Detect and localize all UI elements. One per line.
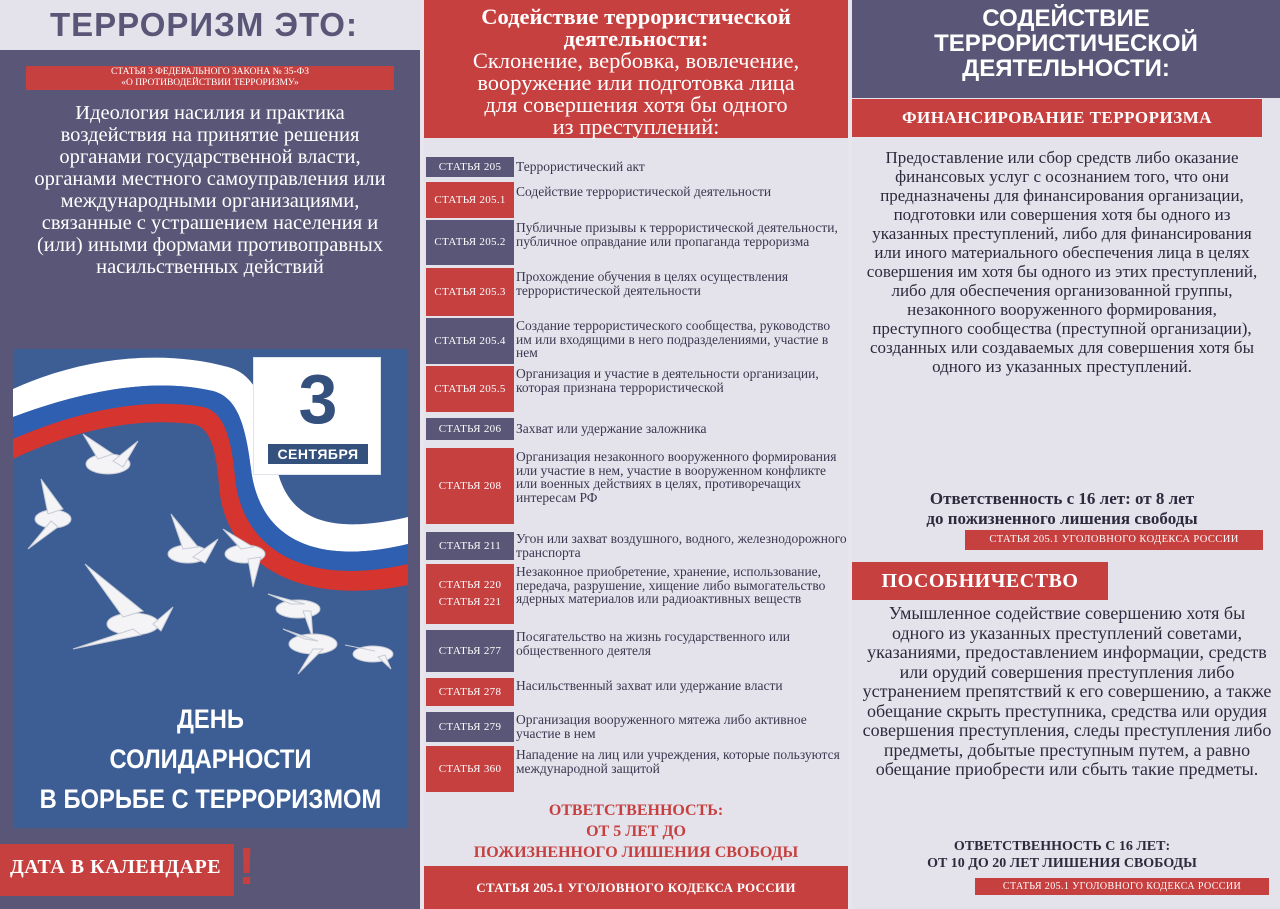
article-label — [426, 564, 514, 624]
poster-caption-line-1: ДЕНЬ — [176, 704, 245, 734]
right-header-line-3: ДЕЯТЕЛЬНОСТИ: — [962, 55, 1170, 82]
article-row — [426, 746, 846, 792]
financing-text: Предоставление или сбор средств либо оказание финансовых услуг с осознанием того, что они предназначены для финансирования организации, подготовки или совершения хотя бы одного из указанных преступлений, либо для финансирования или иного материального обеспечения лица в целях совершения им хотя бы одного из этих преступлений, либо для обеспечения организованной группы, незаконного вооруженного формирования, преступного сообщества (преступной организации), созданных или создаваемых для совершения хотя бы одного из указанных преступлений. — [866, 148, 1258, 376]
article-row — [426, 318, 846, 364]
middle-responsibility-line-2: ОТ 5 ЛЕТ ДО — [586, 823, 686, 840]
article-label: СТАТЬЯ 205.4 — [426, 318, 514, 364]
calendar-label: ДАТА В КАЛЕНДАРЕ — [10, 856, 222, 878]
article-row — [426, 564, 846, 624]
article-text: Незаконное приобретение, хранение, использование, передача, разрушение, хищение либо вымогательство ядерных материалов или радиоактивных веществ — [516, 564, 826, 606]
dove-icon — [73, 564, 173, 649]
middle-header-lead-line-1: Склонение, вербовка, вовлечение, — [472, 48, 800, 73]
financing-source: СТАТЬЯ 205.1 УГОЛОВНОГО КОДЕКСА РОССИИ — [965, 530, 1263, 550]
right-header-line-2: ТЕРРОРИСТИЧЕСКОЙ — [934, 30, 1198, 57]
solidarity-day-poster — [13, 349, 408, 828]
article-label: СТАТЬЯ 360 — [426, 746, 514, 792]
article-label-line: СТАТЬЯ 221 — [438, 596, 502, 608]
article-label: СТАТЬЯ 211 — [426, 532, 514, 560]
middle-header-title-line-1: Содействие террористической — [481, 4, 791, 29]
article-label: СТАТЬЯ 205.2 — [426, 220, 514, 265]
dove-icon — [28, 479, 71, 549]
complicity-responsibility-line-2: ОТ 10 ДО 20 ЛЕТ ЛИШЕНИЯ СВОБОДЫ — [927, 856, 1197, 871]
article-row — [426, 220, 846, 265]
article-text: Нападение на лиц или учреждения, которые пользуются международной защитой — [516, 747, 840, 776]
article-row — [426, 678, 846, 706]
article-text: Прохождение обучения в целях осуществления террористической деятельности — [516, 269, 789, 298]
article-text: Террористический акт — [516, 159, 645, 174]
complicity-source: СТАТЬЯ 205.1 УГОЛОВНОГО КОДЕКСА РОССИИ — [975, 878, 1269, 895]
article-row — [426, 268, 846, 316]
middle-responsibility-line-3: ПОЖИЗНЕННОГО ЛИШЕНИЯ СВОБОДЫ — [473, 844, 799, 861]
middle-header-lead-line-4: из преступлений: — [552, 114, 720, 139]
middle-responsibility-line-1: ОТВЕТСТВЕННОСТЬ: — [548, 802, 724, 819]
article-text: Посягательство на жизнь государственного или общественного деятеля — [516, 629, 791, 658]
financing-responsibility-line-1: Ответственность с 16 лет: от 8 лет — [929, 489, 1195, 508]
date-number: 3 — [298, 360, 338, 438]
date-month: СЕНТЯБРЯ — [268, 444, 368, 464]
article-label: СТАТЬЯ 277 — [426, 630, 514, 672]
dove-icon — [345, 645, 393, 669]
date-card — [253, 357, 381, 475]
poster-caption — [37, 699, 385, 819]
terrorism-definition: Идеология насилия и практика воздействия на принятие решения органами государственной власти, органами местного самоуправления или международными организациями, связанные с устрашением населения и (или) иными формами противоправных насильственных действий — [34, 102, 386, 278]
article-text: Организация вооруженного мятежа либо активное участие в нем — [516, 712, 807, 741]
complicity-responsibility — [862, 838, 1262, 872]
article-row — [426, 418, 846, 440]
article-row — [426, 448, 846, 524]
dove-icon — [83, 434, 138, 474]
article-text: Создание террористического сообщества, руководство им или входящими в него подразделениями, участие в нем — [516, 318, 831, 360]
article-label: СТАТЬЯ 279 — [426, 712, 514, 742]
article-text: Организация незаконного вооруженного формирования или участие в нем, участие в вооруженном конфликте или военных действиях в целях, противоречащих интересам РФ — [516, 449, 837, 505]
poster-caption-line-3: В БОРЬБЕ С ТЕРРОРИЗМОМ — [39, 784, 382, 814]
article-label: СТАТЬЯ 208 — [426, 448, 514, 524]
article-row — [426, 532, 846, 560]
article-label: СТАТЬЯ 205 — [426, 157, 514, 177]
article-text: Захват или удержание заложника — [516, 421, 707, 436]
financing-responsibility-line-2: до пожизненного лишения свободы — [926, 509, 1198, 528]
article-row — [426, 630, 846, 672]
middle-footer: СТАТЬЯ 205.1 УГОЛОВНОГО КОДЕКСА РОССИИ — [424, 866, 848, 909]
dove-icon — [283, 629, 337, 674]
right-header-line-1: СОДЕЙСТВИЕ — [982, 5, 1150, 32]
article-label: СТАТЬЯ 206 — [426, 418, 514, 440]
middle-header — [424, 0, 848, 138]
article-row — [426, 157, 846, 177]
article-text: Содействие террористической деятельности — [516, 184, 772, 199]
middle-header-lead-line-3: для совершения хотя бы одного — [484, 92, 788, 117]
middle-header-lead-line-2: вооружение или подготовка лица — [477, 70, 795, 95]
law-reference-line-1: СТАТЬЯ 3 ФЕДЕРАЛЬНОГО ЗАКОНА № 35-ФЗ — [111, 67, 309, 77]
dove-icon — [168, 514, 218, 563]
complicity-text: Умышленное содействие совершению хотя бы одного из указанных преступлений советами, указаниями, предоставлением информации, средств или орудий совершения преступления либо устранением препятствий к его совершению, а также обещание скрыть преступника, средства или орудия совершения преступления, следы преступления либо предметы, добытые преступным путем, а равно обещание приобрести или сбыть такие предметы. — [862, 603, 1272, 779]
financing-label: ФИНАНСИРОВАНИЕ ТЕРРОРИЗМА — [852, 99, 1262, 137]
article-label: СТАТЬЯ 205.1 — [426, 182, 514, 218]
article-text: Организация и участие в деятельности организации, которая признана террористической — [516, 366, 819, 395]
article-text: Насильственный захват или удержание власти — [516, 678, 783, 693]
article-text: Угон или захват воздушного, водного, железнодорожного транспорта — [516, 531, 847, 560]
law-reference-line-2: «О ПРОТИВОДЕЙСТВИИ ТЕРРОРИЗМУ» — [121, 78, 299, 88]
article-text: Публичные призывы к террористической деятельности, публичное оправдание или пропаганда терроризма — [516, 220, 838, 249]
article-label: СТАТЬЯ 205.3 — [426, 268, 514, 316]
exclamation-icon: ! — [238, 838, 256, 896]
article-row — [426, 366, 846, 412]
page-title: ТЕРРОРИЗМ ЭТО: — [50, 6, 358, 43]
article-row — [426, 182, 846, 218]
article-label: СТАТЬЯ 205.5 — [426, 366, 514, 412]
article-row — [426, 712, 846, 742]
complicity-responsibility-line-1: ОТВЕТСТВЕННОСТЬ С 16 ЛЕТ: — [953, 839, 1171, 854]
middle-header-title-line-2: деятельности: — [563, 26, 709, 51]
right-header — [852, 0, 1280, 98]
middle-responsibility — [424, 800, 848, 863]
article-label-line: СТАТЬЯ 220 — [438, 579, 502, 591]
financing-responsibility — [862, 489, 1262, 529]
poster-caption-line-2: СОЛИДАРНОСТИ — [109, 744, 312, 774]
complicity-label: ПОСОБНИЧЕСТВО — [852, 562, 1108, 600]
article-label: СТАТЬЯ 278 — [426, 678, 514, 706]
law-reference — [26, 66, 394, 90]
